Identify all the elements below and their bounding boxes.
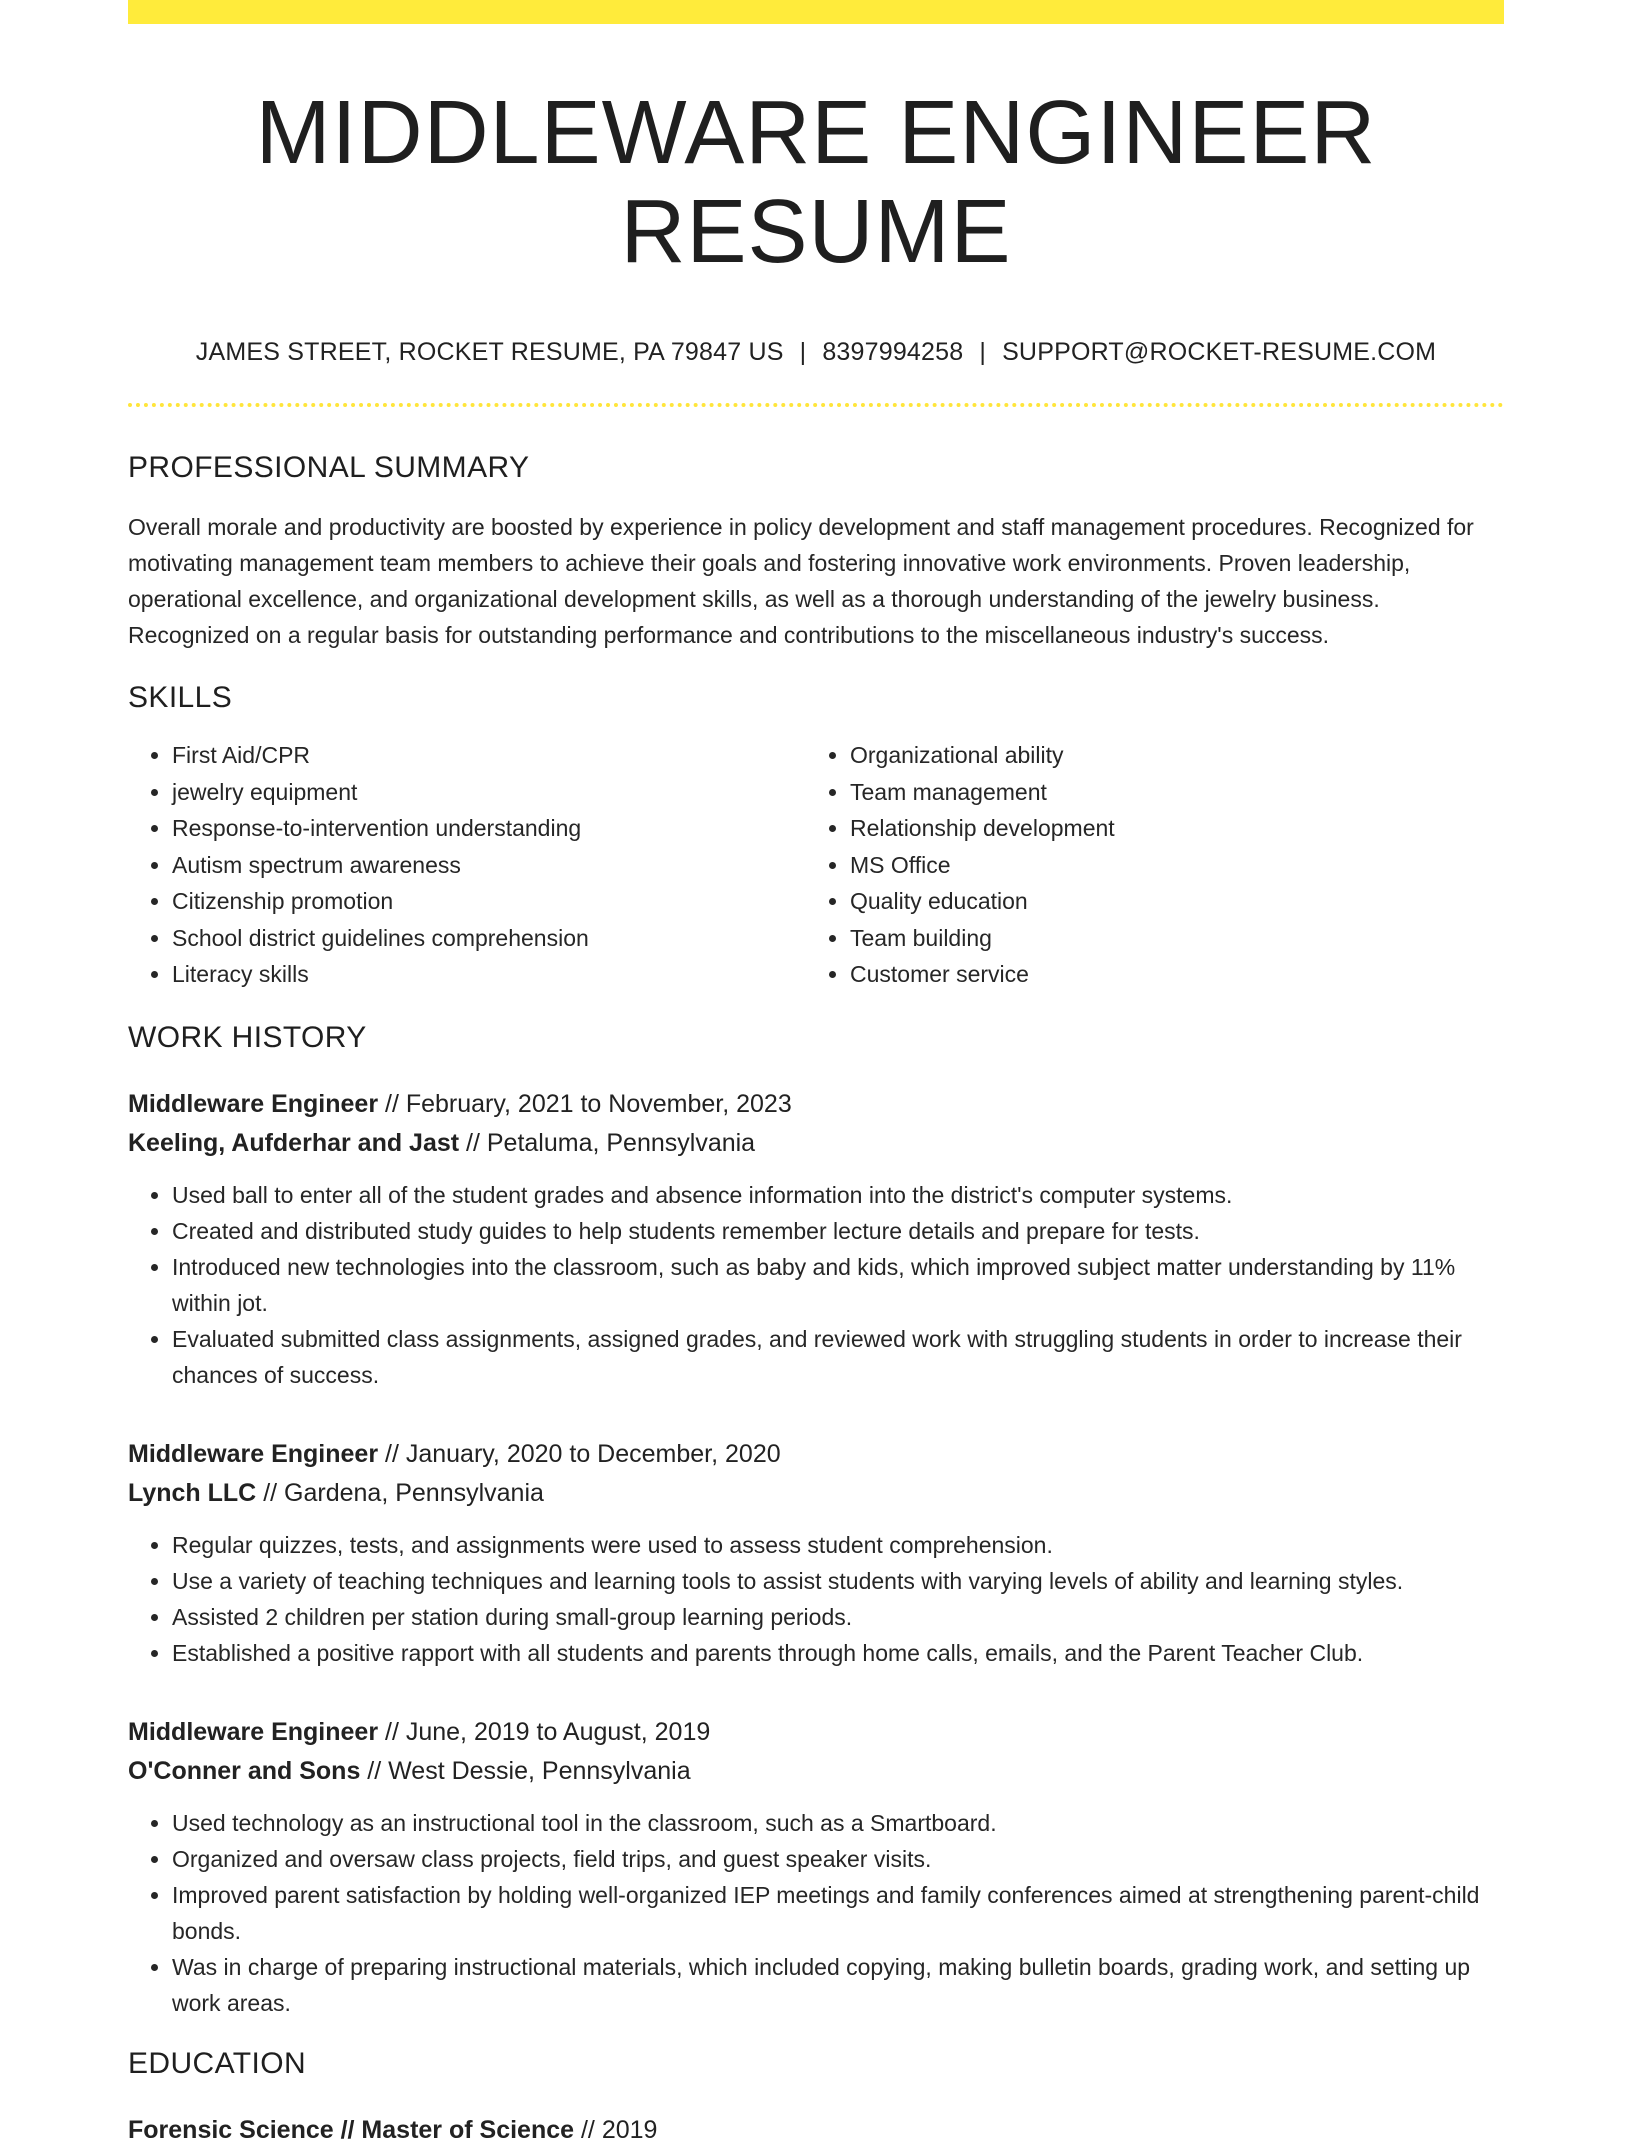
job-company: Lynch LLC xyxy=(128,1478,257,1507)
job-entry xyxy=(128,1085,1504,1393)
contact-line xyxy=(128,338,1504,367)
education-year: // 2019 xyxy=(574,2115,658,2144)
job-company-line xyxy=(128,1124,1504,1163)
summary-text: Overall morale and productivity are boosted by experience in policy development and staff management procedures. Recognized for motivating management team members to achieve their goals and fostering innovative work environments. Proven leadership, operational excellence, and organizational development skills, as well as a thorough understanding of the jewelry business. Recognized on a regular basis for outstanding performance and contributions to the miscellaneous industry's success. xyxy=(128,514,1474,648)
job-bullet: • Organized and oversaw class projects, field trips, and guest speaker visits. xyxy=(172,1841,1504,1877)
job-company: O'Conner and Sons xyxy=(128,1756,361,1785)
job-bullet: • Established a positive rapport with all students and parents through home calls, emails, and the Parent Teacher Club. xyxy=(172,1635,1504,1671)
contact-separator: | xyxy=(979,338,987,366)
skill-item: • Response-to-intervention understanding xyxy=(172,810,806,847)
job-location: // Gardena, Pennsylvania xyxy=(256,1478,544,1507)
job-dates: // January, 2020 to December, 2020 xyxy=(378,1439,781,1468)
contact-separator: | xyxy=(799,338,807,366)
job-entry xyxy=(128,1435,1504,1671)
top-accent-bar xyxy=(128,0,1504,24)
job-bullet: • Was in charge of preparing instructional materials, which included copying, making bulletin boards, grading work, and setting up work areas. xyxy=(172,1949,1504,2021)
job-title: Middleware Engineer xyxy=(128,1089,379,1118)
skill-item: • Team building xyxy=(850,920,1484,957)
job-title: Middleware Engineer xyxy=(128,1439,379,1468)
job-title-line xyxy=(128,1085,1504,1124)
job-bullet: • Regular quizzes, tests, and assignments were used to assess student comprehension. xyxy=(172,1527,1504,1563)
contact-email: SUPPORT@ROCKET-RESUME.COM xyxy=(1002,338,1437,366)
skill-item: • Literacy skills xyxy=(172,956,806,993)
skills-right-list xyxy=(806,737,1484,993)
education-heading: EDUCATION xyxy=(128,2046,307,2080)
job-location: // Petaluma, Pennsylvania xyxy=(459,1128,756,1157)
job-title: Middleware Engineer xyxy=(128,1717,379,1746)
skill-item: • Autism spectrum awareness xyxy=(172,847,806,884)
job-bullet: • Used ball to enter all of the student grades and absence information into the district's computer systems. xyxy=(172,1177,1504,1213)
job-location: // West Dessie, Pennsylvania xyxy=(360,1756,691,1785)
education-degree: Forensic Science // Master of Science xyxy=(128,2115,575,2144)
skill-item: • Organizational ability xyxy=(850,737,1484,774)
job-bullets xyxy=(128,1177,1504,1393)
skill-item: • First Aid/CPR xyxy=(172,737,806,774)
job-bullet: • Improved parent satisfaction by holding well-organized IEP meetings and family conferences aimed at strengthening parent-child bonds. xyxy=(172,1877,1504,1949)
job-bullet: • Use a variety of teaching techniques and learning tools to assist students with varying levels of ability and learning styles. xyxy=(172,1563,1504,1599)
contact-phone: 8397994258 xyxy=(822,338,964,366)
job-title-line xyxy=(128,1435,1504,1474)
job-dates: // February, 2021 to November, 2023 xyxy=(378,1089,792,1118)
skill-item: • MS Office xyxy=(850,847,1484,884)
skills-columns xyxy=(128,737,1504,993)
skill-item: • Quality education xyxy=(850,883,1484,920)
skill-item: • Relationship development xyxy=(850,810,1484,847)
resume-title: MIDDLEWARE ENGINEER RESUME xyxy=(255,83,1377,282)
skill-item: • jewelry equipment xyxy=(172,774,806,811)
skill-item: • School district guidelines comprehension xyxy=(172,920,806,957)
job-company-line xyxy=(128,1474,1504,1513)
job-bullets xyxy=(128,1527,1504,1671)
job-company: Keeling, Aufderhar and Jast xyxy=(128,1128,460,1157)
job-bullet: • Introduced new technologies into the classroom, such as baby and kids, which improved subject matter understanding by 11% within jot. xyxy=(172,1249,1504,1321)
job-bullets xyxy=(128,1805,1504,2021)
job-bullet: • Evaluated submitted class assignments, assigned grades, and reviewed work with struggling students in order to increase their chances of success. xyxy=(172,1321,1504,1393)
job-title-line xyxy=(128,1713,1504,1752)
job-bullet: • Assisted 2 children per station during small-group learning periods. xyxy=(172,1599,1504,1635)
skills-heading: SKILLS xyxy=(128,681,233,714)
job-bullet: • Used technology as an instructional tool in the classroom, such as a Smartboard. xyxy=(172,1805,1504,1841)
job-dates: // June, 2019 to August, 2019 xyxy=(378,1717,711,1746)
work-history-heading: WORK HISTORY xyxy=(128,1020,367,1054)
job-entry xyxy=(128,1713,1504,2021)
skills-left-list xyxy=(128,737,806,993)
dotted-divider xyxy=(128,403,1504,407)
summary-heading: PROFESSIONAL SUMMARY xyxy=(128,451,530,484)
resume-page xyxy=(128,0,1504,2150)
job-company-line xyxy=(128,1752,1504,1791)
skill-item: • Team management xyxy=(850,774,1484,811)
skill-item: • Citizenship promotion xyxy=(172,883,806,920)
skill-item: • Customer service xyxy=(850,956,1484,993)
education-entry xyxy=(128,2111,1504,2150)
job-bullet: • Created and distributed study guides to help students remember lecture details and prepare for tests. xyxy=(172,1213,1504,1249)
contact-address: JAMES STREET, ROCKET RESUME, PA 79847 US xyxy=(195,338,784,366)
